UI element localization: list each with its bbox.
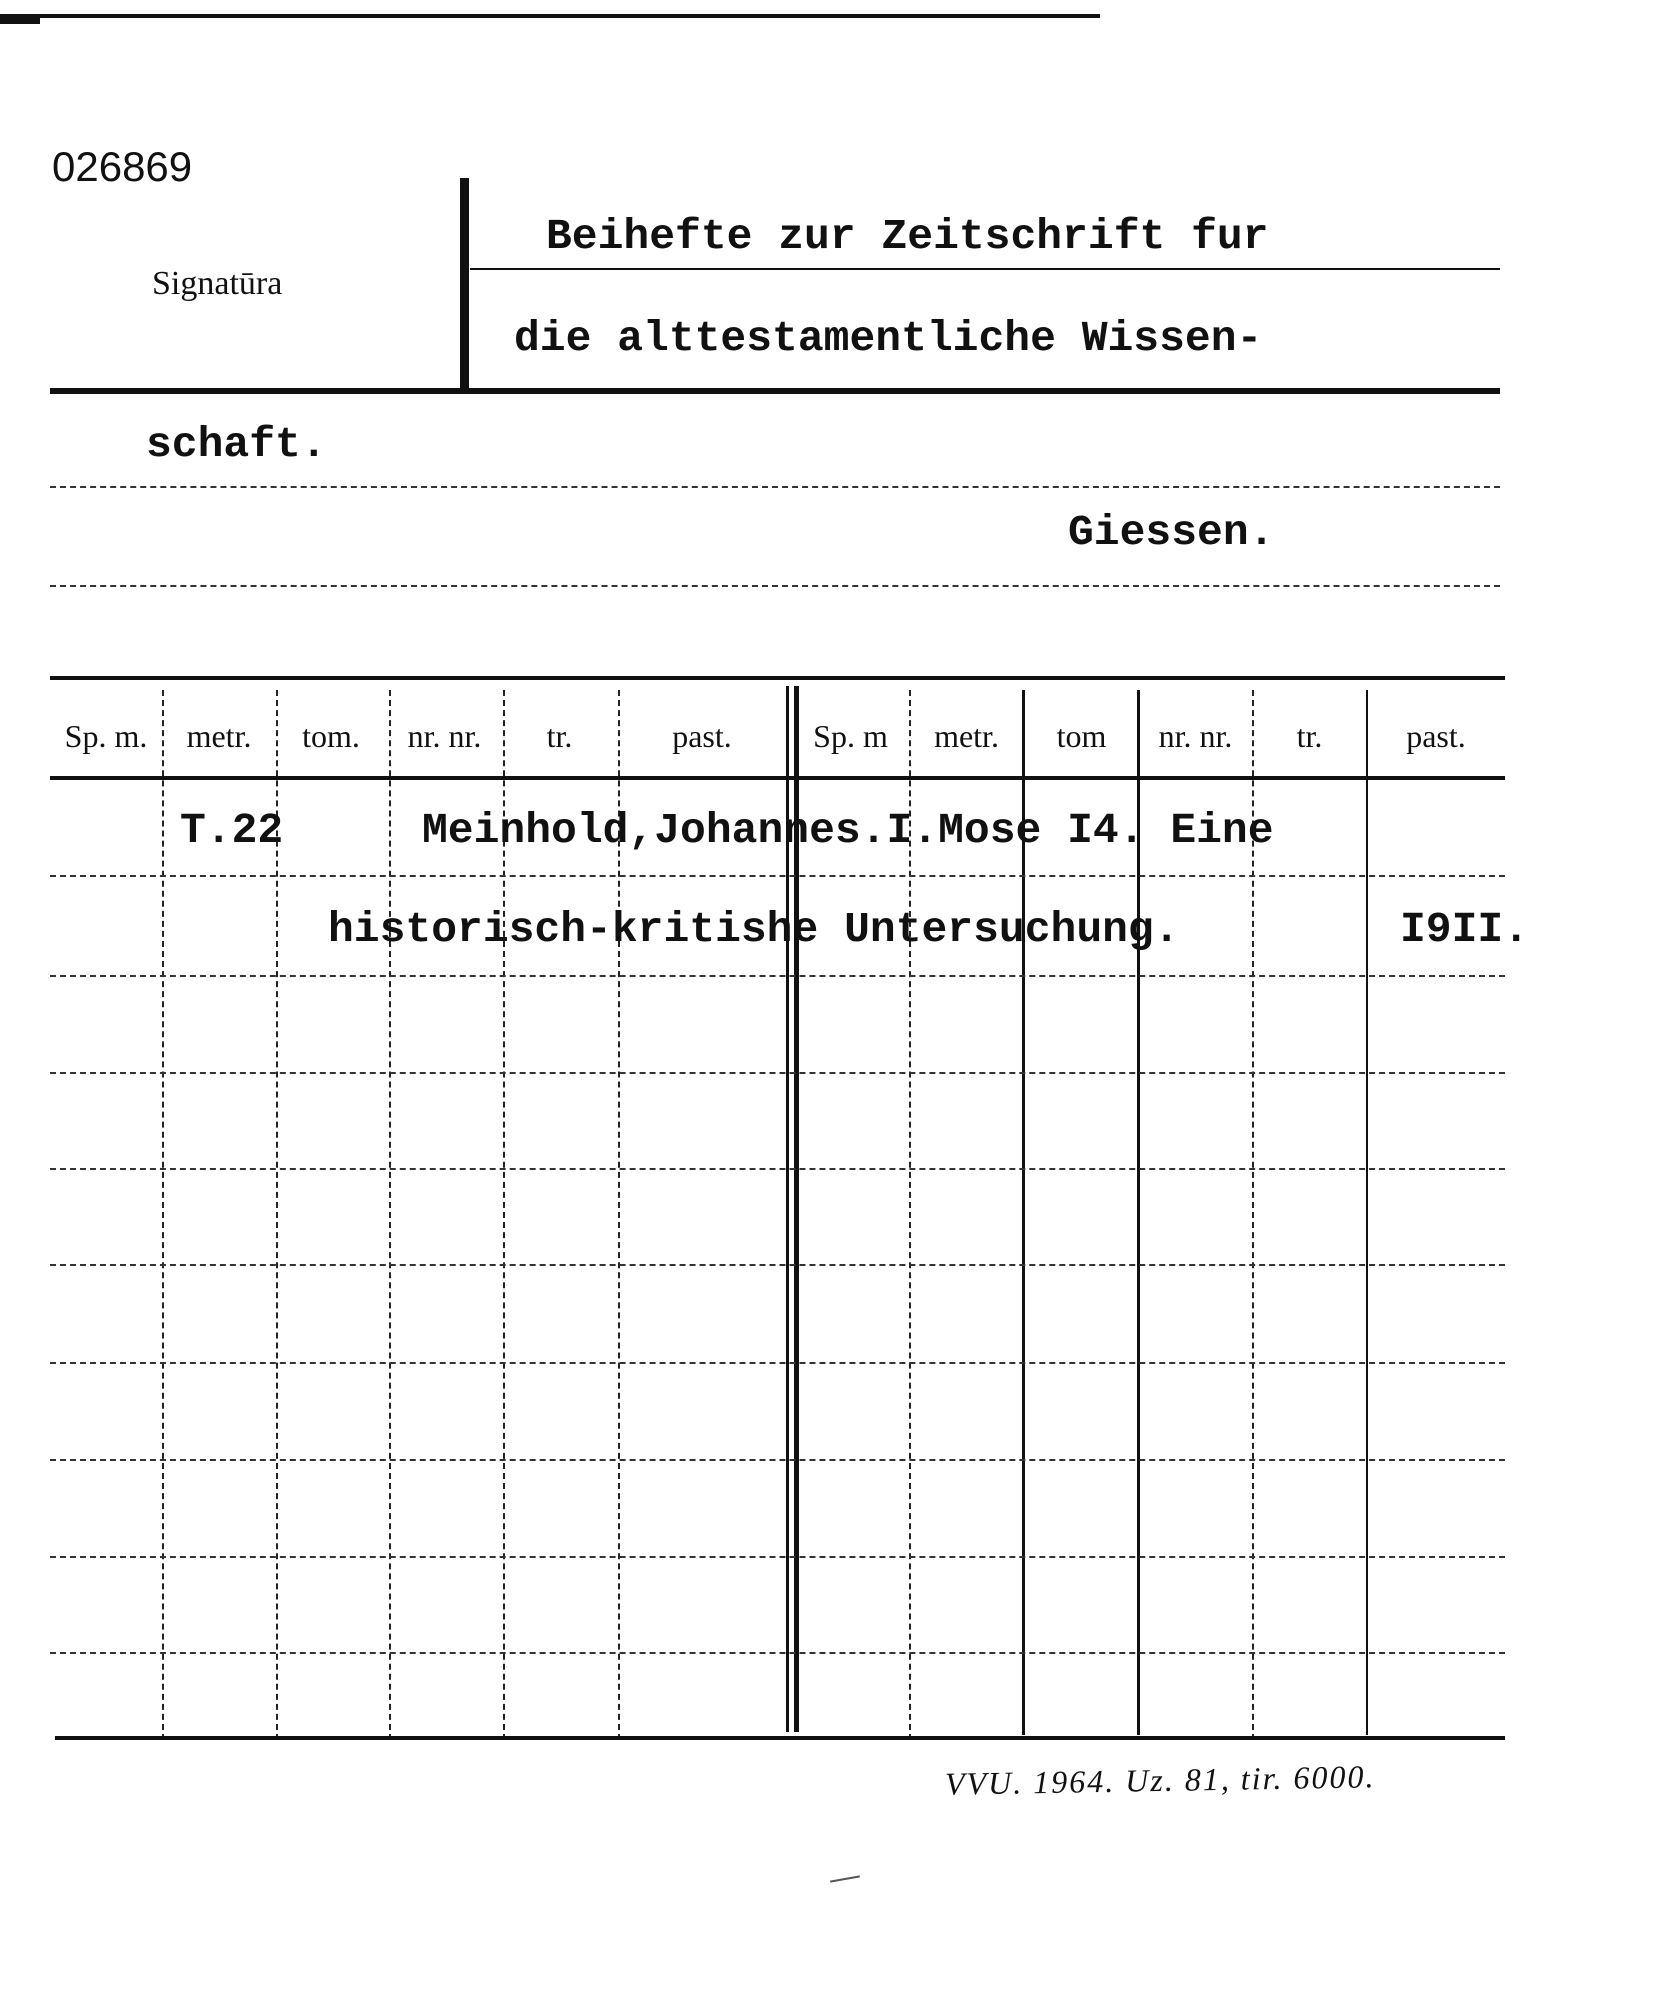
table-bottom-rule <box>55 1736 1505 1740</box>
header-sp-m-left: Sp. m. <box>64 718 148 754</box>
row-rule <box>50 1264 1505 1266</box>
rule-after-place <box>50 585 1500 587</box>
title-rule-1 <box>470 268 1500 270</box>
col-line <box>162 690 164 1740</box>
entry-year: I9II. <box>1400 905 1530 954</box>
col-line <box>389 690 391 1740</box>
header-nrnr-right: nr. nr. <box>1158 718 1233 754</box>
header-tom-right: tom <box>1056 718 1107 754</box>
col-line-solid <box>1366 690 1368 1735</box>
top-edge-line <box>0 14 1100 18</box>
header-metr-right: metr. <box>934 718 999 754</box>
table-header-rule <box>50 776 1505 780</box>
header-metr-left: metr. <box>186 718 252 754</box>
row-rule <box>50 975 1505 977</box>
table-top-rule <box>50 676 1505 680</box>
header-past-right: past. <box>1406 718 1466 754</box>
header-bottom-rule <box>50 388 1500 394</box>
header-divider <box>460 178 469 388</box>
entry-shelf-mark: T.22 <box>180 806 284 855</box>
header-sp-m-right: Sp. m <box>813 718 888 754</box>
title-line-1: Beihefte zur Zeitschrift fur <box>546 212 1269 261</box>
row-rule <box>50 1362 1505 1364</box>
rule-after-title <box>50 486 1500 488</box>
header-tr-right: tr. <box>1296 718 1323 754</box>
signatura-label: Signatūra <box>152 265 283 302</box>
place: Giessen. <box>1068 508 1275 557</box>
row-rule <box>50 1556 1505 1558</box>
header-past-left: past. <box>672 718 732 754</box>
header-nrnr-left: nr. nr. <box>407 718 482 754</box>
stray-mark <box>830 1875 860 1882</box>
row-rule <box>50 1652 1505 1654</box>
row-rule <box>50 875 1505 877</box>
row-rule <box>50 1168 1505 1170</box>
entry-line-2: historisch-kritishe Untersuchung. <box>328 905 1180 954</box>
row-rule <box>50 1459 1505 1461</box>
header-tr-left: tr. <box>546 718 573 754</box>
row-rule <box>50 1072 1505 1074</box>
title-line-2: die alttestamentliche Wissen- <box>514 314 1263 363</box>
card-number: 026869 <box>52 143 193 190</box>
header-tom-left: tom. <box>302 718 360 754</box>
handwritten-note: VVU. 1964. Uz. 81, tir. 6000. <box>944 1758 1376 1802</box>
corner-smudge <box>0 14 40 24</box>
entry-line-1: Meinhold,Johannes.I.Mose I4. Eine <box>422 806 1274 855</box>
title-line-3: schaft. <box>146 420 327 469</box>
